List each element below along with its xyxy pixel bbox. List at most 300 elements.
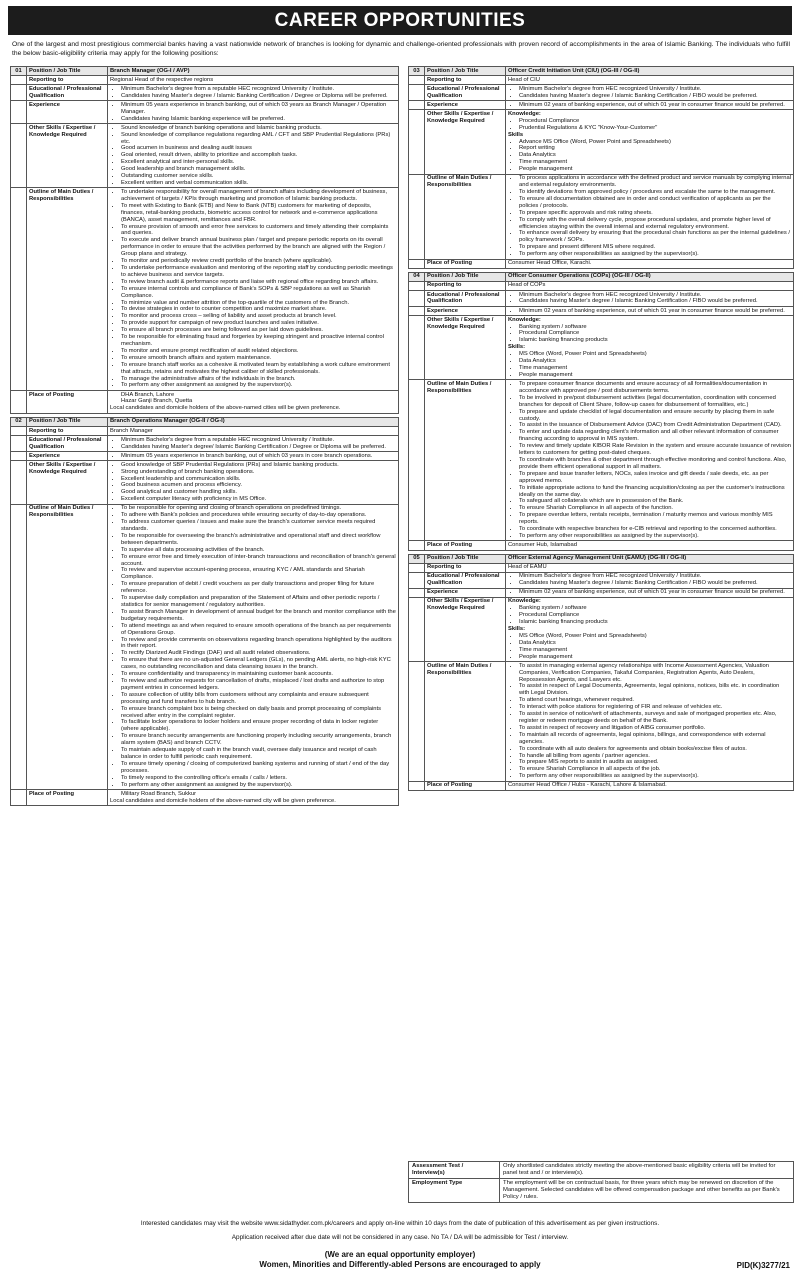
- list-item: • To enter and update data regarding client's information and all other relevant information of consumer financing according to approval in MIS system.: [519, 429, 791, 443]
- list-item: • To perform any other assignment as assigned by the supervisor(s).: [121, 382, 396, 389]
- apply-instructions: Interested candidates may visit the website www.sidathyder.com.pk/careers and apply on-line within 10 days from the date of publication of this advertisement as per given instructions.: [140, 1220, 660, 1227]
- position-title-label: Position / Job Title: [425, 554, 506, 563]
- place-of-posting-label: Place of Posting: [425, 781, 506, 790]
- education-row: [409, 85, 794, 101]
- position-number: [409, 781, 425, 790]
- position-number: [11, 790, 27, 806]
- list-item: • To prepare and present different MIS where required.: [519, 244, 791, 251]
- duties-label: Outline of Main Duties / Responsibilities: [425, 380, 506, 541]
- duties-row: [409, 662, 794, 782]
- list-item: • To assist in managing external agency relationships with Income Assessment Agencies, Valuation Companies, Verification Companies, Takaful Companies, Registration Agents, Auto Dealers, Repossession Agents, and Lawyers etc.: [519, 663, 791, 684]
- skills-group-heading: Skills:: [508, 344, 526, 351]
- position-number: [11, 188, 27, 390]
- list-item: • To be responsible for opening and closing of branch operations on predefined timings.: [121, 505, 396, 512]
- list-item: • Procedural Compliance: [519, 118, 791, 125]
- position-title-label: Position / Job Title: [27, 67, 108, 76]
- list-item: • Good business acumen and process efficiency.: [121, 482, 396, 489]
- position-title-value: Officer Credit Initiation Unit (CIU) (OG-III / OG-II): [506, 67, 794, 76]
- position-number: [409, 101, 425, 110]
- list-item: • To coordinate with branches & other department through effective monitoring and control functions. Also, provide them efficient operational support in all matters.: [519, 457, 791, 471]
- list-item: • To prepare and update checklist of legal documentation and ensure security by placing them in safe custody.: [519, 409, 791, 423]
- experience-value: [506, 101, 794, 110]
- skills-group-list: [508, 605, 791, 626]
- list-item: • To assist in respect of recovery and litigation of AIBG consumer portfolio.: [519, 725, 791, 732]
- list-item: • To perform any other responsibilities as assigned by the supervisor(s).: [519, 251, 791, 258]
- list-item: • Prudential Regulations & KYC "Know-Your-Customer": [519, 125, 791, 132]
- list-item: • To ensure that there are no un-adjusted General Ledgers (GLs), no pending AML alerts, no high-risk KYC cases, no outstanding reconciliation and data cleansing issues in the branch.: [121, 657, 396, 671]
- duties-value: [506, 174, 794, 259]
- position-number: [409, 259, 425, 268]
- list-item: • To interact with police stations for registering of FIR and release of vehicles etc.: [519, 704, 791, 711]
- equal-opportunity-line: (We are an equal opportunity employer): [324, 1250, 476, 1259]
- experience-value: [506, 306, 794, 315]
- position-number: [409, 290, 425, 306]
- list-item: • To initiate appropriate actions to fund the financing acquisition/closing as per the customer's instructions ideally on the same day.: [519, 485, 791, 499]
- skills-groups: [508, 317, 791, 379]
- list-item: • Minimum 02 years of banking experience, out of which 01 year in consumer finance would be preferred.: [519, 308, 791, 315]
- position-title-row: [11, 417, 399, 426]
- skills-label: Other Skills / Expertise / Knowledge Required: [27, 461, 108, 505]
- list-item: • To attend court hearings, whenever required.: [519, 697, 791, 704]
- list-item: • To handle all billing from agents / partner agencies.: [519, 753, 791, 760]
- skills-row: [409, 110, 794, 174]
- skills-list: [110, 462, 396, 503]
- skills-row: [409, 597, 794, 661]
- reporting-to-row: [11, 76, 399, 85]
- skills-list: [110, 125, 396, 187]
- skills-group-list: [508, 118, 791, 132]
- list-item: • Time management: [519, 159, 791, 166]
- list-item: • Time management: [519, 647, 791, 654]
- posting-location: Military Road Branch, Sukkur: [121, 790, 197, 797]
- position-number: [11, 504, 27, 789]
- list-item: • To assist in the issuance of Disbursement Advice (DAC) from Credit Administration Department (CAD).: [519, 422, 791, 429]
- position-title-value: Branch Operations Manager (OG-II / OG-I): [108, 417, 399, 426]
- reporting-to-value: Head of CIU: [506, 76, 794, 85]
- experience-value: [506, 588, 794, 597]
- list-item: • To devise strategies in order to counter competition and maximize market share.: [121, 306, 396, 313]
- reporting-to-label: Reporting to: [425, 281, 506, 290]
- list-item: • To prepare consumer finance documents and ensure accuracy of all formalities/documentation in accordance with approved pre / post disbursements terms.: [519, 381, 791, 395]
- list-item: • Data Analytics: [519, 152, 791, 159]
- duties-label: Outline of Main Duties / Responsibilities: [425, 174, 506, 259]
- list-item: • To manage the administrative affairs of the individuals in the branch.: [121, 376, 396, 383]
- position-title-row: [409, 272, 794, 281]
- list-item: • Excellent analytical and inter-personal skills.: [121, 159, 396, 166]
- position-number: [11, 76, 27, 85]
- list-item: • Excellent written and verbal communication skills.: [121, 180, 396, 187]
- list-item: • To ensure all documentation obtained are in order and conduct verification of applicants as per the policies / protocols.: [519, 196, 791, 210]
- list-item: • To perform any other responsibilities as assigned by the supervisor(s).: [519, 773, 791, 780]
- reporting-to-label: Reporting to: [27, 426, 108, 435]
- position-title-label: Position / Job Title: [27, 417, 108, 426]
- duties-row: [409, 174, 794, 259]
- page-title: CAREER OPPORTUNITIES: [8, 6, 792, 35]
- list-item: • Procedural Compliance: [519, 612, 791, 619]
- reporting-to-row: [409, 281, 794, 290]
- list-item: • To assist in service of notice/writ of attachments, surveys and sale of mortgaged properties etc. Also, register or redeem mortgage deeds on behalf of the Bank.: [519, 711, 791, 725]
- position-number: 04: [409, 272, 425, 281]
- education-label: Educational / Professional Qualification: [27, 436, 108, 452]
- position-number: [11, 436, 27, 452]
- position-number: [409, 281, 425, 290]
- list-item: • To perform any other assignment as assigned by the supervisor(s).: [121, 782, 396, 789]
- experience-label: Experience: [27, 101, 108, 124]
- list-item: • To review and authorize requests for cancellation of drafts, misplaced / lost drafts and authorize to stop payment entries in concerned ledgers.: [121, 678, 396, 692]
- list-item: • To perform any other responsibilities as assigned by the supervisor(s).: [519, 533, 791, 540]
- experience-list: [508, 308, 791, 315]
- list-item: • Minimum Bachelor's degree from a reputable HEC recognized University / Institute.: [121, 437, 396, 444]
- list-item: • To comply with the overall delivery cycle, propose procedural updates, and promote higher level of efficiencies staying within the overall internal and external regulatory environment.: [519, 217, 791, 231]
- list-item: • To ensure confidentiality and transparency in maintaining customer bank accounts.: [121, 671, 396, 678]
- list-item: • To coordinate with all auto dealers for agreements and obtain books/excise files of autos.: [519, 746, 791, 753]
- list-item: • To supervise daily compilation and preparation of the Statement of Affairs and other periodic reports / statistics for senior management / regulatory authorities.: [121, 595, 396, 609]
- education-label: Educational / Professional Qualification: [425, 290, 506, 306]
- posting-location: DHA Branch, Lahore: [121, 391, 175, 398]
- list-item: • To assist in respect of Legal Documents, Agreements, legal opinions, notices, bills etc. in coordination with Legal Division.: [519, 683, 791, 697]
- list-item: • Minimum Bachelor's degree from HEC recognized University / Institute.: [519, 292, 791, 299]
- skills-label: Other Skills / Expertise / Knowledge Required: [425, 597, 506, 661]
- list-item: • Minimum 02 years of banking experience, out of which 01 year in consumer finance would be preferred.: [519, 589, 791, 596]
- skills-group-list: [508, 351, 791, 379]
- place-of-posting-value: [108, 390, 399, 413]
- posting-block: [110, 791, 396, 805]
- position-number: [409, 597, 425, 661]
- list-item: • Banking system / software: [519, 324, 791, 331]
- list-item: • To ensure smooth branch affairs and system maintenance.: [121, 355, 396, 362]
- experience-label: Experience: [425, 588, 506, 597]
- duties-label: Outline of Main Duties / Responsibilities: [27, 504, 108, 789]
- left-column: [10, 66, 399, 806]
- list-item: • Candidates having Master's degree / Islamic Banking Certification / FIBO would be preferred.: [519, 580, 791, 587]
- skills-group-heading: Knowledge:: [508, 316, 541, 323]
- experience-list: [508, 589, 791, 596]
- encourage-line: Women, Minorities and Differently-abled Persons are encouraged to apply: [259, 1260, 541, 1269]
- position-number: 03: [409, 67, 425, 76]
- position-title-label: Position / Job Title: [425, 272, 506, 281]
- position-number: [11, 85, 27, 101]
- position-number: [11, 461, 27, 505]
- education-list: [508, 573, 791, 587]
- place-of-posting-value: Consumer Head Office / Hubs - Karachi, Lahore & Islamabad.: [506, 781, 794, 790]
- assessment-row: [409, 1162, 794, 1179]
- skills-label: Other Skills / Expertise / Knowledge Required: [425, 110, 506, 174]
- education-value: [108, 85, 399, 101]
- education-label: Educational / Professional Qualification: [425, 85, 506, 101]
- position-number: [409, 85, 425, 101]
- list-item: • To coordinate with respective branches for e-CIB retrieval and reporting to the concerned authorities.: [519, 526, 791, 533]
- list-item: • Goal oriented, result driven, ability to prioritize and accomplish tasks.: [121, 152, 396, 159]
- list-item: • To ensure internal controls and compliance of Bank's SOPs & SBP regulations as well as Shariah Compliance.: [121, 286, 396, 300]
- place-of-posting-row: [409, 259, 794, 268]
- education-label: Educational / Professional Qualification: [27, 85, 108, 101]
- skills-value: [108, 124, 399, 188]
- list-item: • Outstanding customer service skills.: [121, 173, 396, 180]
- skills-groups: [508, 111, 791, 173]
- reporting-to-value: Branch Manager: [108, 426, 399, 435]
- position-number: [11, 124, 27, 188]
- list-item: • To be responsible for overseeing the branch's administrative and operational staff and direct workflow between departments.: [121, 533, 396, 547]
- list-item: • MS Office (Word, Power Point and Spreadsheets): [519, 351, 791, 358]
- position-title-value: Branch Manager (OG-I / AVP): [108, 67, 399, 76]
- duties-value: [506, 662, 794, 782]
- place-of-posting-value: Consumer Hub, Islamabad: [506, 541, 794, 550]
- skills-value: [506, 316, 794, 380]
- duties-row: [409, 380, 794, 541]
- list-item: • To ensure timely opening / closing of computerized banking systems and running of start / end of the day processes.: [121, 761, 396, 775]
- list-item: • To safeguard all collaterals which are in possession of the Bank.: [519, 498, 791, 505]
- list-item: • To enhance overall delivery by ensuring that the procedural chain functions as per the internal guidelines / policy framework / SOPs.: [519, 230, 791, 244]
- experience-label: Experience: [425, 101, 506, 110]
- education-value: [108, 436, 399, 452]
- duties-value: [108, 188, 399, 390]
- list-item: • Excellent leadership and communication skills.: [121, 476, 396, 483]
- list-item: • Minimum Bachelor's degree from HEC recognized University / Institute.: [519, 573, 791, 580]
- position-number: 05: [409, 554, 425, 563]
- position-number: [409, 541, 425, 550]
- education-list: [508, 86, 791, 100]
- reporting-to-label: Reporting to: [425, 563, 506, 572]
- list-item: • Candidates having Master's degree / Islamic Banking Certification / FIBO would be preferred.: [519, 298, 791, 305]
- job-table-03: [408, 66, 794, 269]
- list-item: • To ensure preparation of debit / credit vouchers as per daily transactions and proper filing for future reference.: [121, 581, 396, 595]
- experience-row: [11, 101, 399, 124]
- duties-value: [506, 380, 794, 541]
- list-item: • To meet with Existing to Bank (ETB) and New to Bank (NTB) customers for marketing of deposits, finances, retail-banking products, biometric access control for network and e-commerce applications (BANCA), asset management, remittances and FBR.: [121, 203, 396, 224]
- place-of-posting-row: [11, 390, 399, 413]
- reporting-to-value: Regional Head of the respective regions: [108, 76, 399, 85]
- position-number: [409, 662, 425, 782]
- list-item: • To be involved in pre/post disbursement activities (legal documentation, coordination with concerned branches for deposit of Client Share, follow-up cases for disbursement of formalities, etc.): [519, 395, 791, 409]
- list-item: • Minimum 05 years experience in branch banking, out of which 03 years in core branch operations.: [121, 453, 396, 460]
- skills-label: Other Skills / Expertise / Knowledge Required: [425, 316, 506, 380]
- list-item: • To process applications in accordance with the defined product and service manuals by complying internal and external regulatory environments.: [519, 175, 791, 189]
- duties-list: [508, 381, 791, 540]
- list-item: • To ensure branch staff works as a cohesive & motivated team by establishing a work culture environment that attracts, retains and motivates the highest caliber of skilled professionals.: [121, 362, 396, 376]
- list-item: • To be responsible for eliminating fraud and forgeries by keeping stringent and proactive internal control mechanism.: [121, 334, 396, 348]
- place-of-posting-label: Place of Posting: [425, 541, 506, 550]
- position-number: [409, 76, 425, 85]
- list-item: • Minimum Bachelor's degree from a reputable HEC recognized University / Institute.: [121, 86, 396, 93]
- skills-group-list: [508, 139, 791, 174]
- position-number: [409, 588, 425, 597]
- education-value: [506, 85, 794, 101]
- position-number: [409, 380, 425, 541]
- list-item: • Minimum 02 years of banking experience, out of which 01 year in consumer finance would be preferred.: [519, 102, 791, 109]
- list-item: • Data Analytics: [519, 358, 791, 365]
- reporting-to-row: [409, 563, 794, 572]
- position-number: [409, 572, 425, 588]
- list-item: • To review branch audit & performance reports and liaise with regional office regarding branch affairs.: [121, 279, 396, 286]
- education-list: [110, 86, 396, 100]
- reporting-to-row: [11, 426, 399, 435]
- list-item: • To ensure branch security arrangements are functioning properly including security arrangements, branch alarm system (BAS) and branch CCTV.: [121, 733, 396, 747]
- place-of-posting-label: Place of Posting: [27, 790, 108, 806]
- education-row: [409, 572, 794, 588]
- education-value: [506, 572, 794, 588]
- list-item: • To identify deviations from approved policy / procedures and escalate the same to the management.: [519, 189, 791, 196]
- skills-row: [11, 124, 399, 188]
- list-item: • To execute and deliver branch annual business plan / target and prepare periodic reports on its overall performance in order to ensure that the activities performed by the branch are aligned with the Region / Group plans and strategy.: [121, 237, 396, 258]
- list-item: • To ensure provision of smooth and error free services to customers and timely attending their complaints and queries.: [121, 224, 396, 238]
- list-item: • To prepare specific approvals and risk rating sheets.: [519, 210, 791, 217]
- position-number: [409, 174, 425, 259]
- list-item: • To monitor and periodically review credit portfolio of the branch (where applicable).: [121, 258, 396, 265]
- place-of-posting-row: [409, 541, 794, 550]
- list-item: • Advance MS Office (Word, Power Point and Spreadsheets): [519, 139, 791, 146]
- list-item: • People management: [519, 654, 791, 661]
- education-row: [409, 290, 794, 306]
- intro-paragraph: One of the largest and most prestigious commercial banks having a vast nationwide network of branches is looking for dynamic and challenge-oriented professionals with proven record of accomplishments in the area of Islamic Banking. The individuals who fulfill the below basic-eligibility criteria may apply for the following positions:: [12, 41, 790, 57]
- experience-value: [108, 452, 399, 461]
- list-item: • Minimum 05 years experience in branch banking, out of which 03 years as Branch Manager / Operation Manager.: [121, 102, 396, 116]
- list-item: • To ensure all branch processes are being followed as per laid down guidelines.: [121, 327, 396, 334]
- employment-text: The employment will be on contractual basis, for three years which may be renewed on discretion of the Management. Selected candidates will be offered compensation package and other benefits as per Bank's Policy / rules.: [500, 1179, 794, 1203]
- skills-group-heading: Knowledge:: [508, 110, 541, 117]
- list-item: • To review and supervise account-opening process, ensuring KYC / AML standards and Shariah Compliance.: [121, 567, 396, 581]
- list-item: • To ensure Shariah Compliance in all aspects of the function.: [519, 505, 791, 512]
- duties-label: Outline of Main Duties / Responsibilities: [27, 188, 108, 390]
- reporting-to-row: [409, 76, 794, 85]
- duties-row: [11, 504, 399, 789]
- position-number: [409, 306, 425, 315]
- employment-label: Employment Type: [409, 1179, 500, 1203]
- duties-label: Outline of Main Duties / Responsibilities: [425, 662, 506, 782]
- position-title-row: [409, 67, 794, 76]
- list-item: • To assure collection of utility bills from customers without any complaints and ensure subsequent processing and fund transfers to hub branch.: [121, 692, 396, 706]
- experience-label: Experience: [425, 306, 506, 315]
- position-title-row: [11, 67, 399, 76]
- list-item: • Report writing: [519, 145, 791, 152]
- experience-row: [409, 306, 794, 315]
- place-of-posting-label: Place of Posting: [27, 390, 108, 413]
- experience-row: [409, 101, 794, 110]
- notes-section: [408, 1161, 794, 1203]
- list-item: • To ensure Shariah Compliance in all aspects of the job.: [519, 766, 791, 773]
- list-item: • To maintain all records of agreements, legal opinions, billings, and correspondence with external agencies.: [519, 732, 791, 746]
- list-item: • To timely respond to the controlling office's emails / calls / letters.: [121, 775, 396, 782]
- job-table-05: [408, 554, 794, 791]
- list-item: • To monitor and ensure prompt rectification of audit related objections.: [121, 348, 396, 355]
- list-item: • Candidates having Master's degree/ Islamic Banking Certification / Degree or Diploma will be preferred.: [121, 444, 396, 451]
- duties-list: [508, 175, 791, 258]
- experience-row: [409, 588, 794, 597]
- skills-row: [409, 316, 794, 380]
- experience-row: [11, 452, 399, 461]
- position-number: [11, 390, 27, 413]
- list-item: • To ensure error free and timely execution of inter-branch transactions and reconciliation of branch's general account.: [121, 554, 396, 568]
- reporting-to-label: Reporting to: [27, 76, 108, 85]
- list-item: • Strong understanding of branch banking operations.: [121, 469, 396, 476]
- list-item: • To review and provide comments on observations regarding branch operations highlighted by the auditors in their report.: [121, 637, 396, 651]
- posting-note: Local candidates and domicile holders of the above-named cities will be given preference.: [110, 405, 341, 412]
- list-item: • Sound knowledge of compliance regulations regarding AML / CFT and SBP Prudential Regulations (PRs) etc.: [121, 132, 396, 146]
- list-item: • To adhere with Bank's policies and procedures while ensuring security of day-to-day operations.: [121, 512, 396, 519]
- position-number: [11, 101, 27, 124]
- list-item: • MS Office (Word, Power Point and Spreadsheets): [519, 633, 791, 640]
- list-item: • Islamic banking financing products: [519, 337, 791, 344]
- skills-label: Other Skills / Expertise / Knowledge Required: [27, 124, 108, 188]
- right-column: [408, 66, 794, 791]
- list-item: • To rectify Diarized Audit Findings (DAF) and all audit related observations.: [121, 650, 396, 657]
- duties-list: [110, 505, 396, 788]
- job-table-02: [10, 417, 399, 806]
- duties-row: [11, 188, 399, 390]
- position-number: [11, 452, 27, 461]
- list-item: • Candidates having Master's degree / Islamic Banking Certification / FIBO would be preferred.: [519, 93, 791, 100]
- place-of-posting-value: [108, 790, 399, 806]
- skills-value: [506, 110, 794, 174]
- list-item: • To address customer queries / issues and make sure the branch's customer service meets required standards.: [121, 519, 396, 533]
- position-title-value: Officer Consumer Operations (COPs) (OG-III / OG-II): [506, 272, 794, 281]
- education-list: [110, 437, 396, 451]
- list-item: • Excellent computer literacy with proficiency in MS Office.: [121, 496, 396, 503]
- skills-group-list: [508, 633, 791, 661]
- position-title-value: Officer External Agency Management Unit (EAMU) (OG-III / OG-II): [506, 554, 794, 563]
- place-of-posting-label: Place of Posting: [425, 259, 506, 268]
- reporting-to-value: Head of COPs: [506, 281, 794, 290]
- skills-group-heading: Skills: [508, 131, 524, 138]
- skills-groups: [508, 598, 791, 660]
- duties-list: [508, 663, 791, 780]
- list-item: • To maintain adequate supply of cash in the branch vault, oversee daily issuance and receipt of cash balance in order to fulfill periodic cash requirement.: [121, 747, 396, 761]
- skills-value: [506, 597, 794, 661]
- list-item: • Good knowledge of SBP Prudential Regulations (PRs) and Islamic banking products.: [121, 462, 396, 469]
- posting-block: [110, 392, 396, 413]
- job-table-04: [408, 272, 794, 551]
- experience-list: [110, 453, 396, 460]
- reporting-to-label: Reporting to: [425, 76, 506, 85]
- position-number: 01: [11, 67, 27, 76]
- job-table-01: [10, 66, 399, 414]
- list-item: • Procedural Compliance: [519, 330, 791, 337]
- education-list: [508, 292, 791, 306]
- list-item: • Good leadership and branch management skills.: [121, 166, 396, 173]
- list-item: • To facilitate locker operations to locker holders and ensure proper recording of data in locker register (where applicable).: [121, 719, 396, 733]
- list-item: • Good analytical and customer handling skills.: [121, 489, 396, 496]
- assessment-label: Assessment Test / Interview(s): [409, 1162, 500, 1179]
- list-item: • To prepare and issue transfer letters, NOCs, sales invoice and gift deeds / sale deeds, etc. as per approved memo.: [519, 471, 791, 485]
- place-of-posting-value: Consumer Head Office, Karachi.: [506, 259, 794, 268]
- list-item: • To undertake responsibility for overall management of branch affairs including development of business, achievement of targets / KPIs through marketing and promotion of Islamic banking products.: [121, 189, 396, 203]
- list-item: • Sound knowledge of branch banking operations and Islamic banking products.: [121, 125, 396, 132]
- place-of-posting-row: [11, 790, 399, 806]
- education-row: [11, 85, 399, 101]
- skills-value: [108, 461, 399, 505]
- list-item: • Minimum Bachelor's degree from HEC recognized University / Institute.: [519, 86, 791, 93]
- education-value: [506, 290, 794, 306]
- position-title-row: [409, 554, 794, 563]
- list-item: • Candidates having Islamic banking experience will be preferred.: [121, 116, 396, 123]
- place-of-posting-row: [409, 781, 794, 790]
- skills-group-list: [508, 324, 791, 345]
- list-item: • To monitor and process cross – selling of liability and asset products at branch level.: [121, 313, 396, 320]
- list-item: • To review and timely update KIBOR Rate Revision in the system and ensure accurate issuance of revision letters to customers for getting post-dated cheques.: [519, 443, 791, 457]
- experience-list: [110, 102, 396, 123]
- employment-row: [409, 1179, 794, 1203]
- list-item: • To attend meetings as and when required to ensure smooth operations of the branch as per requirements of Operations Group.: [121, 623, 396, 637]
- list-item: • To provide support for campaign of new product launches and sales initiative.: [121, 320, 396, 327]
- position-number: [11, 426, 27, 435]
- list-item: • Banking system / software: [519, 605, 791, 612]
- list-item: • Time management: [519, 365, 791, 372]
- list-item: • People management: [519, 372, 791, 379]
- position-title-label: Position / Job Title: [425, 67, 506, 76]
- list-item: • Data Analytics: [519, 640, 791, 647]
- experience-value: [108, 101, 399, 124]
- education-row: [11, 436, 399, 452]
- position-number: [409, 563, 425, 572]
